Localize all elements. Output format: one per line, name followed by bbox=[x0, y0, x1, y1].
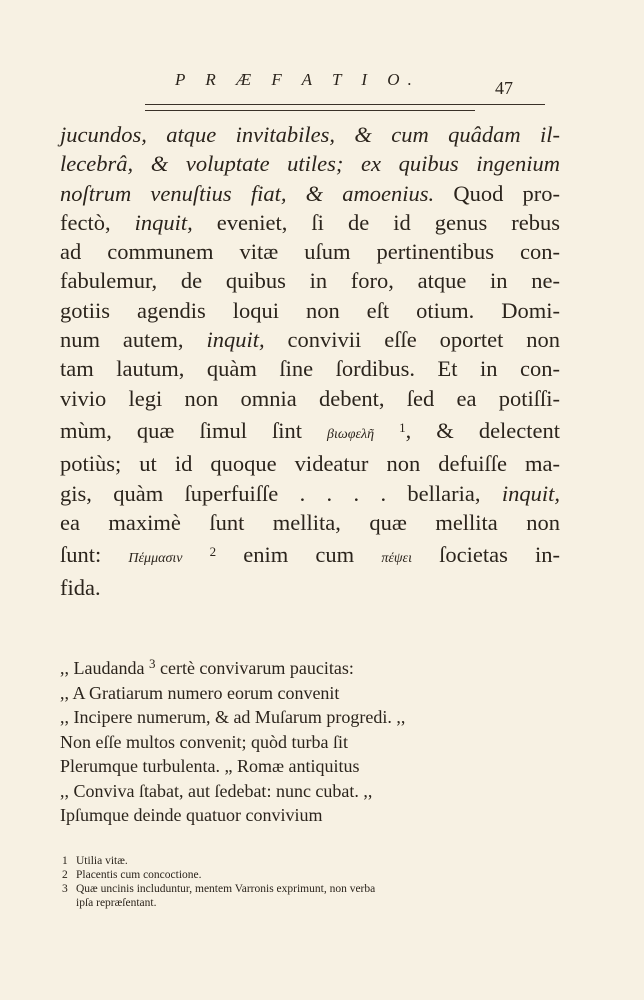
verse-line: Plerumque turbulenta. „ Romæ antiquitus bbox=[60, 756, 360, 776]
text-fragment: convivii eſſe oportet non bbox=[287, 327, 561, 353]
footnote bbox=[62, 854, 532, 868]
footnote-number: 3 bbox=[62, 883, 68, 895]
text-fragment: noſtrum venuſtius fiat, & amoenius. bbox=[60, 180, 435, 206]
text-fragment: ,, Laudanda bbox=[60, 658, 145, 678]
text-fragment: ſunt: bbox=[60, 542, 102, 568]
text-fragment: inquit, bbox=[501, 480, 561, 506]
text-line: ad communem vitæ uſum pertinentibus con- bbox=[60, 239, 560, 265]
verse-line bbox=[60, 652, 540, 681]
text-line: lecebrâ, & voluptate utiles; ex quibus ingenium bbox=[60, 151, 560, 177]
text-fragment: , & delectent bbox=[405, 417, 561, 443]
verse-line: ,, Incipere numerum, & ad Muſarum progredi. ,, bbox=[60, 707, 406, 727]
verse-line: Non eſſe multos convenit; quòd turba ſit bbox=[60, 731, 348, 752]
text-fragment: certè convivarum paucitas: bbox=[159, 658, 354, 678]
text-fragment: inquit, bbox=[206, 327, 265, 353]
text-line: fida. bbox=[60, 575, 101, 601]
text-fragment: ſocietas in- bbox=[439, 542, 560, 568]
greek-word: πέψει bbox=[381, 551, 412, 567]
text-line bbox=[60, 479, 560, 508]
verse-line: Ipſumque deinde quatuor convivium bbox=[60, 805, 323, 825]
greek-word: βιωφελῆ bbox=[327, 426, 375, 442]
text-fragment: enim cum bbox=[243, 542, 355, 568]
footnotes bbox=[62, 854, 532, 910]
page-number: 47 bbox=[495, 78, 513, 98]
footnote-marker: 3 bbox=[148, 656, 156, 671]
running-head: P R Æ F A T I O. bbox=[175, 70, 420, 89]
header-rule bbox=[145, 104, 545, 105]
text-fragment: Quod pro- bbox=[453, 180, 560, 206]
greek-word: Πέμμασιν bbox=[128, 551, 183, 567]
text-line: ea maximè ſunt mellita, quæ mellita non bbox=[60, 509, 560, 535]
footnote-text: Quæ uncinis includuntur, mentem Varronis exprimunt, non verba bbox=[76, 883, 376, 895]
verse-line: ,, A Gratiarum numero eorum convenit bbox=[60, 682, 340, 703]
footnote-marker: 2 bbox=[209, 544, 217, 560]
text-line: jucundos, atque invitabiles, & cum quâdam il- bbox=[60, 122, 560, 147]
text-line bbox=[60, 537, 560, 573]
footnote-number: 1 bbox=[62, 855, 68, 867]
text-fragment: fectò, bbox=[60, 209, 111, 235]
footnote-number: 2 bbox=[62, 869, 68, 881]
text-fragment: num autem, bbox=[60, 327, 184, 353]
text-line bbox=[60, 413, 560, 449]
text-fragment: mùm, quæ ſimul ſint bbox=[60, 417, 302, 443]
verse-line: ,, Conviva ſtabat, aut ſedebat: nunc cubat. ,, bbox=[60, 780, 373, 801]
footnote-continuation bbox=[62, 896, 532, 910]
text-line: fabulemur, de quibus in foro, atque in ne- bbox=[60, 268, 560, 294]
footnote-text: Utilia vitæ. bbox=[76, 855, 128, 867]
text-line: potiùs; ut id quoque videatur non defuiſſe ma- bbox=[60, 451, 560, 477]
text-line: tam lautum, quàm ſine ſordibus. Et in con- bbox=[60, 356, 560, 382]
footnote-text: Placentis cum concoctione. bbox=[76, 869, 202, 881]
text-line bbox=[60, 208, 560, 237]
verse-quotation bbox=[60, 652, 540, 828]
footnote-marker: 1 bbox=[399, 419, 406, 435]
text-fragment: gis, quàm ſuperfuiſſe . . . . bellaria, bbox=[60, 480, 481, 506]
header-rule-secondary bbox=[145, 110, 475, 111]
text-line bbox=[60, 179, 560, 208]
footnote-text: ipſa repræſentant. bbox=[76, 897, 157, 909]
footnote bbox=[62, 882, 532, 896]
text-line: vivio legi non omnia debent, ſed ea potiſſi- bbox=[60, 385, 560, 411]
text-fragment: inquit, bbox=[134, 209, 193, 235]
main-text bbox=[60, 120, 560, 603]
text-line bbox=[60, 325, 560, 354]
text-fragment: eveniet, ſi de id genus rebus bbox=[216, 209, 560, 235]
footnote bbox=[62, 868, 532, 882]
text-line: gotiis agendis loqui non eſt otium. Domi- bbox=[60, 297, 560, 323]
